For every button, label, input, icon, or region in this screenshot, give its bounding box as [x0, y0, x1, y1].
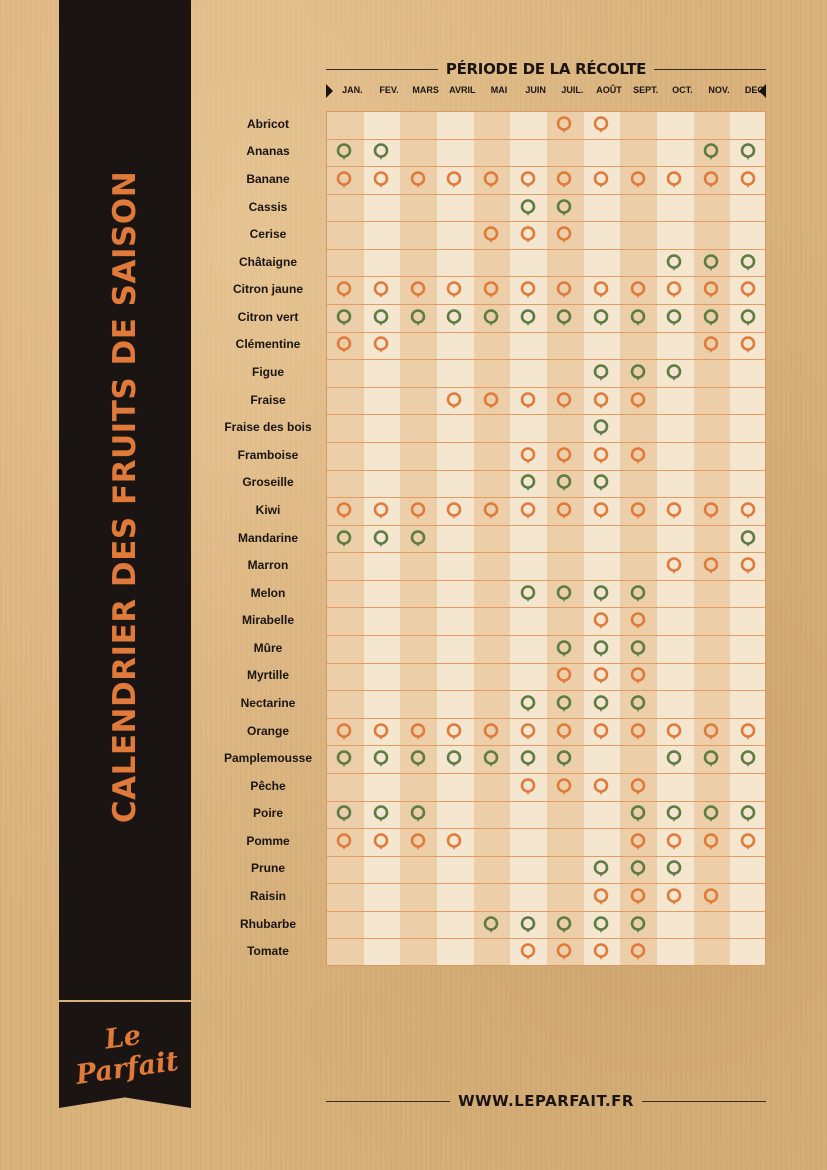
harvest-marker-icon [593, 860, 609, 878]
harvest-marker-icon [703, 254, 719, 272]
harvest-marker-icon [336, 805, 352, 823]
row-divider [327, 414, 765, 415]
harvest-marker-icon [666, 557, 682, 575]
harvest-marker-icon [373, 171, 389, 189]
harvest-marker-icon [520, 916, 536, 934]
harvest-marker-icon [703, 557, 719, 575]
harvest-marker-icon [373, 336, 389, 354]
harvest-marker-icon [556, 447, 572, 465]
harvest-marker-icon [520, 723, 536, 741]
harvest-marker-icon [336, 336, 352, 354]
harvest-marker-icon [703, 171, 719, 189]
footer-rule-left [326, 1101, 450, 1102]
harvest-marker-icon [373, 750, 389, 768]
harvest-marker-icon [410, 750, 426, 768]
month-label: NOV. [708, 85, 730, 95]
harvest-marker-icon [556, 226, 572, 244]
harvest-marker-icon [520, 447, 536, 465]
harvest-marker-icon [556, 392, 572, 410]
harvest-marker-icon [630, 364, 646, 382]
harvest-marker-icon [740, 833, 756, 851]
harvest-marker-icon [630, 723, 646, 741]
harvest-marker-icon [703, 143, 719, 161]
harvest-marker-icon [703, 888, 719, 906]
row-divider [327, 856, 765, 857]
fruit-label: Tomate [247, 944, 289, 959]
harvest-marker-icon [556, 585, 572, 603]
harvest-marker-icon [593, 888, 609, 906]
row-divider [327, 442, 765, 443]
harvest-marker-icon [593, 695, 609, 713]
harvest-marker-icon [446, 502, 462, 520]
fruit-label: Mandarine [237, 530, 298, 545]
month-label: JUIN [525, 85, 546, 95]
row-divider [327, 249, 765, 250]
harvest-marker-icon [446, 392, 462, 410]
fruit-label: Raisin [249, 889, 286, 904]
row-divider [327, 828, 765, 829]
harvest-marker-icon [336, 530, 352, 548]
harvest-marker-icon [593, 392, 609, 410]
harvest-marker-icon [373, 502, 389, 520]
harvest-marker-icon [630, 612, 646, 630]
harvest-marker-icon [630, 502, 646, 520]
fruit-label: Rhubarbe [239, 916, 296, 931]
harvest-marker-icon [556, 474, 572, 492]
harvest-marker-icon [630, 585, 646, 603]
row-divider [327, 911, 765, 912]
harvest-marker-icon [740, 171, 756, 189]
harvest-marker-icon [556, 640, 572, 658]
harvest-marker-icon [520, 309, 536, 327]
fruit-label: Nectarine [240, 695, 296, 710]
footer-rule-right [642, 1101, 766, 1102]
harvest-marker-icon [740, 254, 756, 272]
harvest-marker-icon [593, 723, 609, 741]
harvest-marker-icon [740, 530, 756, 548]
fruit-label: Banane [246, 171, 290, 186]
row-divider [327, 359, 765, 360]
harvest-marker-icon [520, 750, 536, 768]
page-title: CALENDRIER DES FRUITS DE SAISON [107, 170, 143, 824]
harvest-marker-icon [483, 750, 499, 768]
harvest-marker-icon [703, 281, 719, 299]
harvest-marker-icon [556, 695, 572, 713]
harvest-marker-icon [593, 640, 609, 658]
harvest-marker-icon [630, 943, 646, 961]
website-link[interactable]: WWW.LEPARFAIT.FR [458, 1092, 634, 1110]
harvest-marker-icon [556, 199, 572, 217]
harvest-marker-icon [446, 723, 462, 741]
harvest-marker-icon [410, 502, 426, 520]
harvest-marker-icon [556, 502, 572, 520]
harvest-marker-icon [410, 171, 426, 189]
fruit-label: Pomme [246, 833, 290, 848]
harvest-marker-icon [593, 612, 609, 630]
harvest-marker-icon [373, 833, 389, 851]
harvest-marker-icon [520, 171, 536, 189]
harvest-marker-icon [483, 916, 499, 934]
harvest-marker-icon [556, 667, 572, 685]
harvest-marker-icon [520, 502, 536, 520]
footer [326, 1090, 766, 1112]
harvest-marker-icon [666, 805, 682, 823]
row-divider [327, 607, 765, 608]
row-divider [327, 194, 765, 195]
harvest-marker-icon [446, 171, 462, 189]
row-divider [327, 635, 765, 636]
harvest-marker-icon [556, 778, 572, 796]
harvest-marker-icon [630, 833, 646, 851]
harvest-marker-icon [630, 667, 646, 685]
harvest-marker-icon [630, 392, 646, 410]
harvest-marker-icon [520, 226, 536, 244]
month-label: SEPT. [633, 85, 659, 95]
month-label: AOÛT [596, 85, 622, 95]
harvest-marker-icon [666, 364, 682, 382]
harvest-marker-icon [373, 281, 389, 299]
harvest-marker-icon [630, 778, 646, 796]
harvest-marker-icon [740, 143, 756, 161]
row-divider [327, 718, 765, 719]
harvest-marker-icon [520, 199, 536, 217]
harvest-marker-icon [703, 502, 719, 520]
harvest-marker-icon [666, 888, 682, 906]
fruit-label: Framboise [237, 447, 299, 462]
month-label: MARS [412, 85, 439, 95]
harvest-marker-icon [483, 309, 499, 327]
harvest-marker-icon [483, 281, 499, 299]
harvest-marker-icon [446, 281, 462, 299]
harvest-marker-icon [740, 723, 756, 741]
harvest-marker-icon [483, 723, 499, 741]
harvest-marker-icon [703, 723, 719, 741]
month-label: JAN. [342, 85, 363, 95]
harvest-marker-icon [336, 502, 352, 520]
harvest-period-header [326, 58, 766, 80]
row-divider [327, 552, 765, 553]
fruit-label: Poire [252, 806, 283, 821]
harvest-marker-icon [556, 309, 572, 327]
harvest-marker-icon [520, 392, 536, 410]
harvest-marker-icon [593, 943, 609, 961]
harvest-marker-icon [336, 281, 352, 299]
fruit-label: Mûre [253, 640, 283, 655]
harvest-marker-icon [556, 171, 572, 189]
fruit-label: Fraise [250, 392, 286, 407]
harvest-marker-icon [666, 860, 682, 878]
harvest-marker-icon [373, 723, 389, 741]
fruit-label: Figue [252, 365, 284, 380]
harvest-marker-icon [556, 943, 572, 961]
header-rule-right [654, 69, 766, 70]
row-divider [327, 525, 765, 526]
harvest-marker-icon [520, 281, 536, 299]
harvest-marker-icon [630, 281, 646, 299]
harvest-marker-icon [666, 750, 682, 768]
harvest-marker-icon [666, 502, 682, 520]
harvest-marker-icon [520, 474, 536, 492]
row-divider [327, 580, 765, 581]
harvest-marker-icon [740, 336, 756, 354]
harvest-marker-icon [593, 447, 609, 465]
harvest-marker-icon [740, 805, 756, 823]
row-divider [327, 166, 765, 167]
row-divider [327, 387, 765, 388]
fruit-label: Pamplemousse [223, 751, 313, 766]
harvest-marker-icon [336, 833, 352, 851]
fruit-label: Myrtille [246, 668, 289, 683]
harvest-marker-icon [703, 336, 719, 354]
harvest-marker-icon [630, 309, 646, 327]
harvest-marker-icon [666, 281, 682, 299]
fruit-label: Orange [246, 723, 289, 738]
row-divider [327, 304, 765, 305]
fruit-label: Prune [250, 861, 285, 876]
harvest-marker-icon [630, 805, 646, 823]
fruit-label: Mirabelle [241, 613, 295, 628]
harvest-marker-icon [740, 502, 756, 520]
harvest-marker-icon [630, 447, 646, 465]
harvest-marker-icon [410, 833, 426, 851]
harvest-marker-icon [593, 419, 609, 437]
harvest-marker-icon [483, 502, 499, 520]
harvest-marker-icon [740, 281, 756, 299]
harvest-marker-icon [703, 309, 719, 327]
fruit-label: Citron vert [237, 309, 299, 324]
row-divider [327, 470, 765, 471]
harvest-marker-icon [556, 116, 572, 134]
harvest-marker-icon [740, 750, 756, 768]
fruit-label: Melon [250, 585, 286, 600]
harvest-marker-icon [373, 805, 389, 823]
harvest-marker-icon [703, 805, 719, 823]
harvest-marker-icon [336, 723, 352, 741]
harvest-marker-icon [740, 557, 756, 575]
harvest-marker-icon [666, 171, 682, 189]
arrow-right-icon [326, 84, 333, 98]
fruit-label: Citron jaune [232, 282, 303, 297]
fruit-label: Châtaigne [238, 254, 297, 269]
harvest-marker-icon [520, 585, 536, 603]
harvest-marker-icon [630, 171, 646, 189]
harvest-marker-icon [630, 860, 646, 878]
harvest-marker-icon [446, 309, 462, 327]
harvest-marker-icon [520, 695, 536, 713]
harvest-marker-icon [336, 309, 352, 327]
harvest-marker-icon [520, 778, 536, 796]
harvest-marker-icon [630, 695, 646, 713]
harvest-marker-icon [520, 943, 536, 961]
row-divider [327, 497, 765, 498]
harvest-period-label: PÉRIODE DE LA RÉCOLTE [445, 60, 647, 78]
row-divider [327, 139, 765, 140]
harvest-marker-icon [556, 723, 572, 741]
harvest-marker-icon [556, 916, 572, 934]
harvest-marker-icon [410, 805, 426, 823]
month-label: OCT. [672, 85, 693, 95]
harvest-marker-icon [593, 667, 609, 685]
harvest-marker-icon [483, 226, 499, 244]
harvest-marker-icon [666, 309, 682, 327]
month-label: DEC. [744, 85, 767, 95]
row-divider [327, 938, 765, 939]
row-divider [327, 663, 765, 664]
harvest-marker-icon [410, 530, 426, 548]
harvest-marker-icon [666, 833, 682, 851]
harvest-marker-icon [703, 833, 719, 851]
harvest-marker-icon [593, 585, 609, 603]
fruit-label: Abricot [247, 116, 289, 131]
row-divider [327, 221, 765, 222]
fruit-label: Pêche [250, 778, 286, 793]
header-rule-left [326, 69, 438, 70]
harvest-marker-icon [630, 888, 646, 906]
harvest-marker-icon [593, 778, 609, 796]
row-divider [327, 745, 765, 746]
fruit-label: Clémentine [235, 337, 301, 352]
row-divider [327, 773, 765, 774]
month-header-row [326, 82, 766, 100]
harvest-marker-icon [593, 171, 609, 189]
harvest-marker-icon [483, 171, 499, 189]
harvest-marker-icon [373, 309, 389, 327]
row-divider [327, 801, 765, 802]
harvest-marker-icon [593, 116, 609, 134]
harvest-marker-icon [740, 309, 756, 327]
harvest-marker-icon [666, 723, 682, 741]
harvest-marker-icon [630, 916, 646, 934]
month-label: MAI [490, 85, 508, 95]
harvest-marker-icon [336, 750, 352, 768]
harvest-marker-icon [373, 143, 389, 161]
month-label: AVRIL [449, 85, 476, 95]
fruit-label: Cerise [249, 227, 287, 242]
harvest-marker-icon [336, 171, 352, 189]
harvest-marker-icon [593, 281, 609, 299]
harvest-marker-icon [446, 833, 462, 851]
harvest-marker-icon [410, 281, 426, 299]
row-divider [327, 332, 765, 333]
month-label: JUIL. [561, 85, 584, 95]
harvest-marker-icon [593, 502, 609, 520]
row-divider [327, 883, 765, 884]
harvest-marker-icon [593, 364, 609, 382]
fruit-label: Marron [247, 558, 289, 573]
fruit-label: Kiwi [255, 502, 281, 517]
fruit-label: Ananas [246, 144, 290, 159]
row-divider [327, 276, 765, 277]
harvest-marker-icon [336, 143, 352, 161]
row-divider [327, 690, 765, 691]
harvest-marker-icon [410, 723, 426, 741]
harvest-marker-icon [556, 750, 572, 768]
month-label: FEV. [379, 85, 399, 95]
harvest-marker-icon [593, 474, 609, 492]
brand-logo: Le Parfait [73, 1019, 181, 1091]
harvest-marker-icon [483, 392, 499, 410]
harvest-marker-icon [593, 309, 609, 327]
harvest-marker-icon [593, 916, 609, 934]
harvest-marker-icon [703, 750, 719, 768]
harvest-marker-icon [666, 254, 682, 272]
harvest-marker-icon [373, 530, 389, 548]
harvest-calendar-grid [326, 111, 766, 966]
fruit-label: Fraise des bois [224, 420, 312, 435]
harvest-marker-icon [446, 750, 462, 768]
fruit-label: Groseille [242, 475, 294, 490]
harvest-marker-icon [410, 309, 426, 327]
harvest-marker-icon [630, 640, 646, 658]
harvest-marker-icon [556, 281, 572, 299]
fruit-label: Cassis [248, 199, 288, 214]
